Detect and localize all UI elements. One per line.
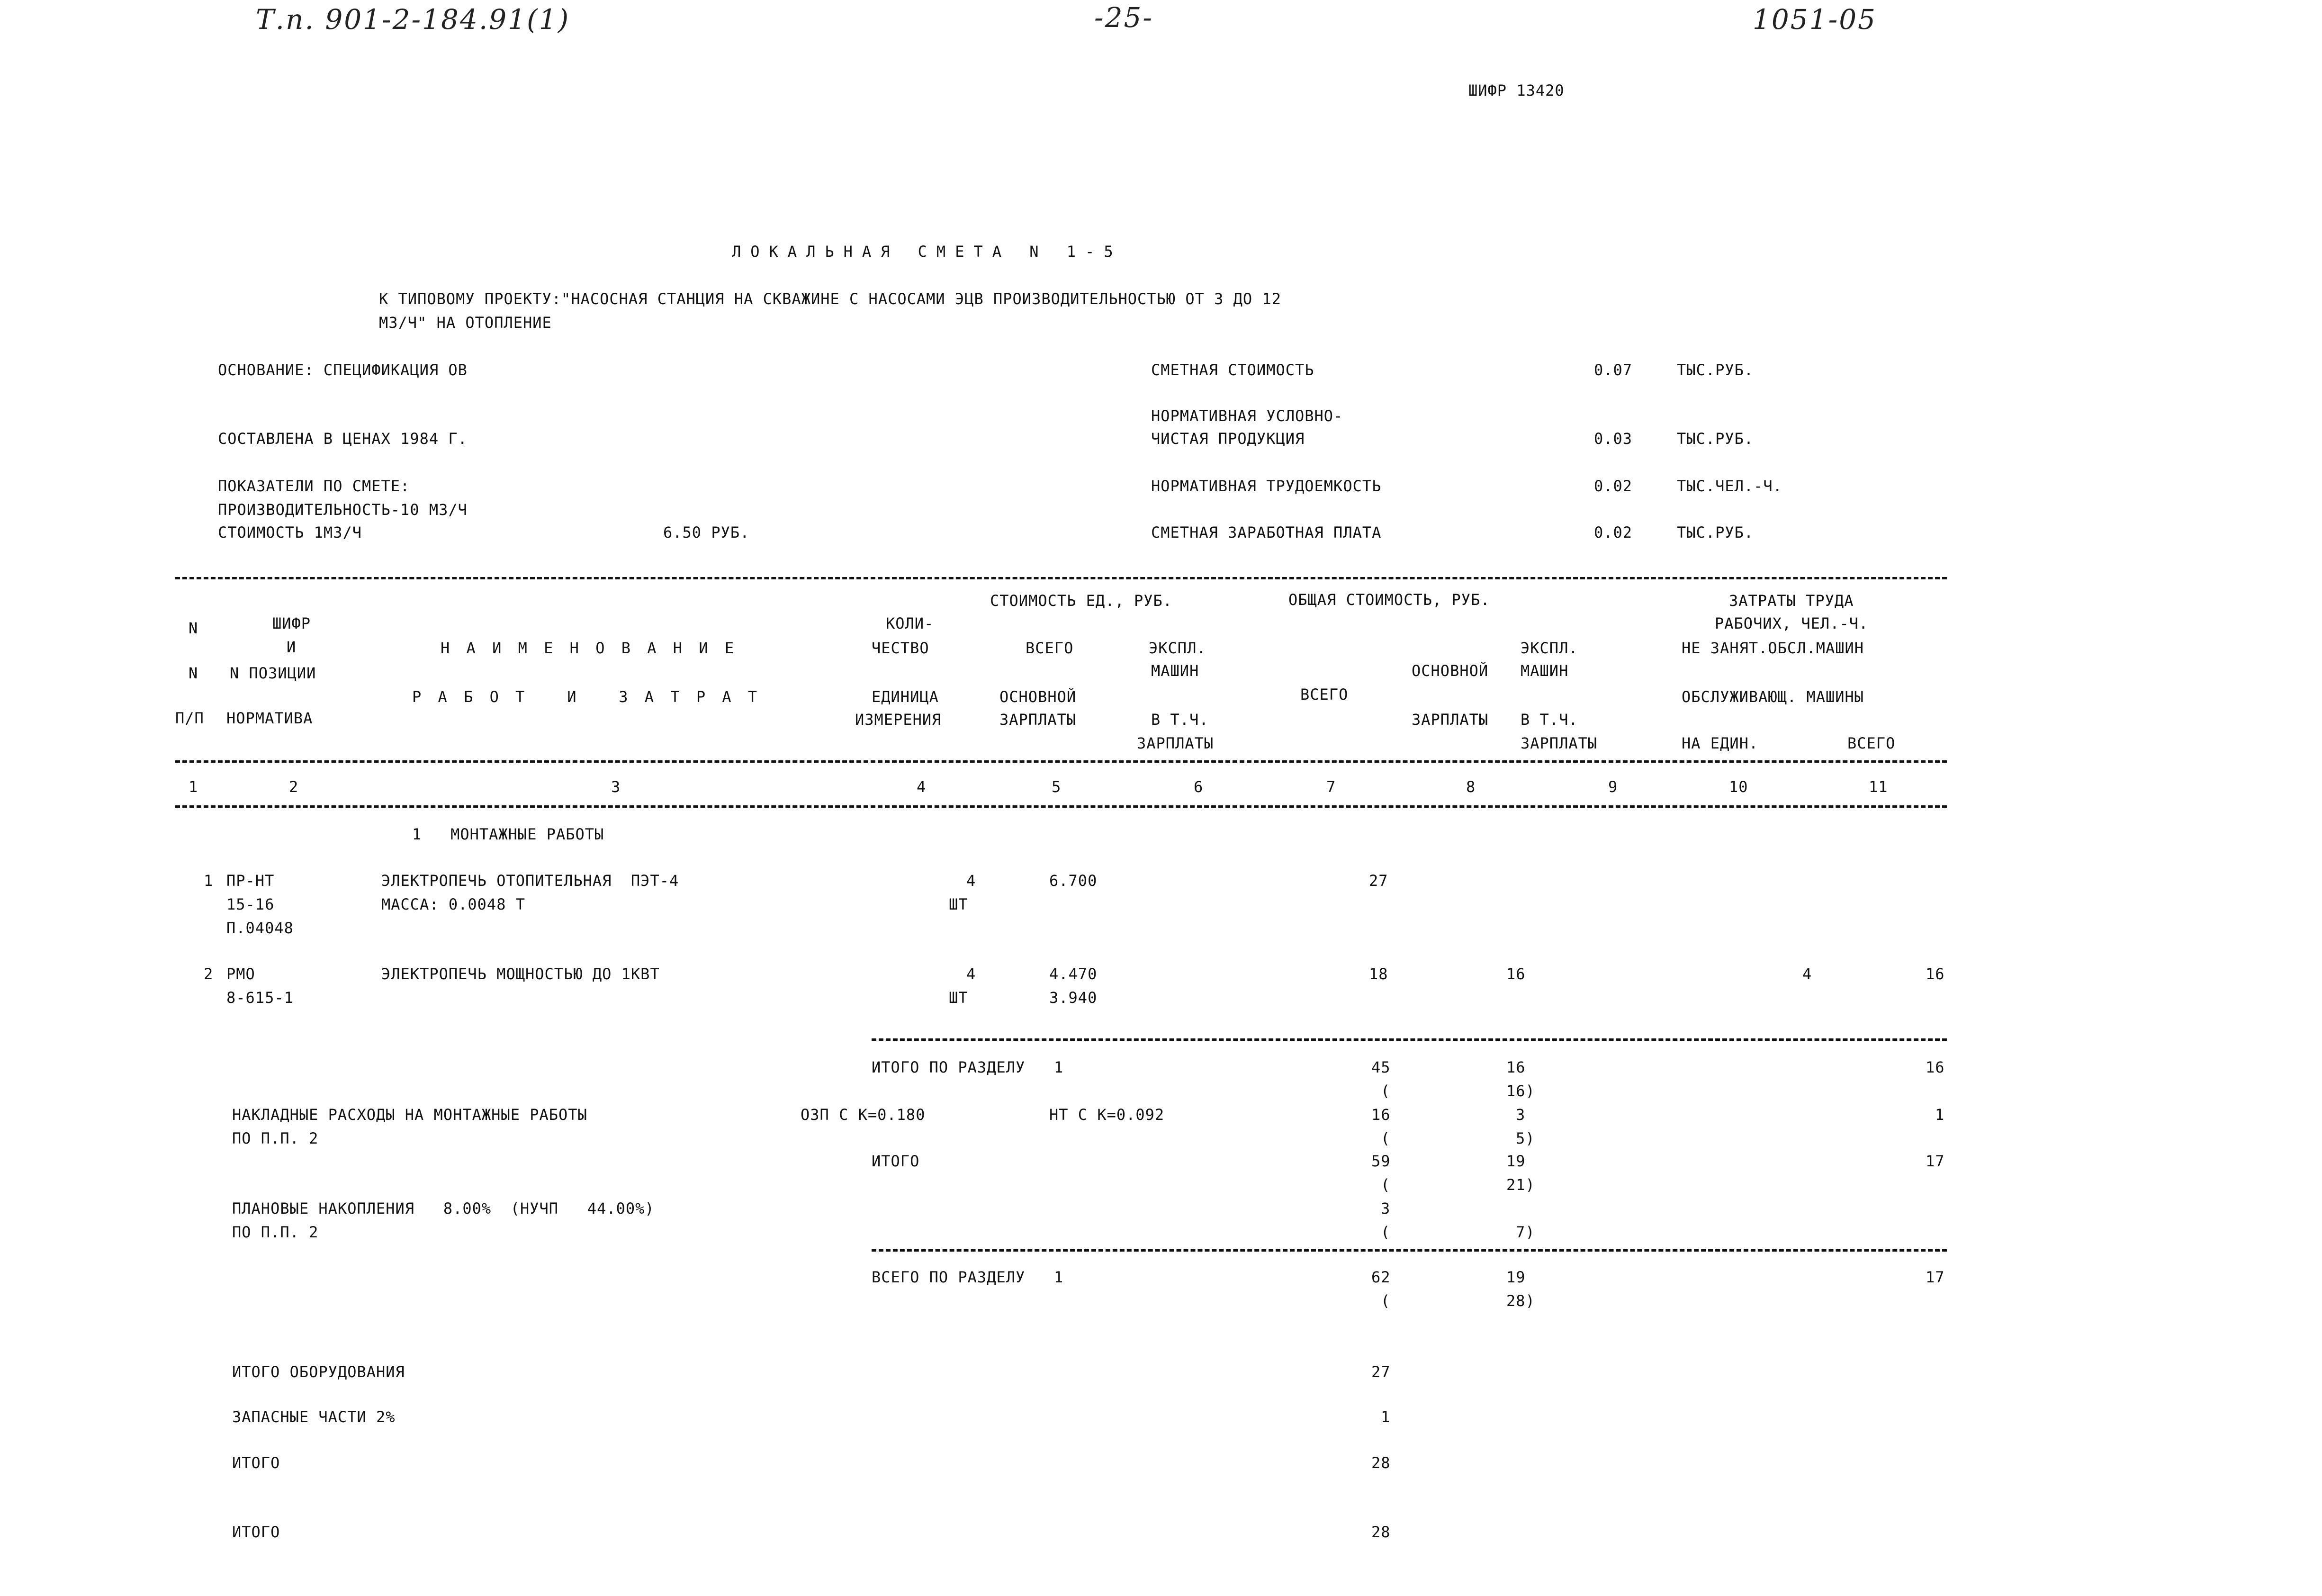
col2-line1: ШИФР	[272, 614, 311, 632]
col5-line2: ОСНОВНОЙ	[999, 688, 1077, 706]
labor-norm-value: 0.02	[1594, 477, 1633, 495]
row-price-total: 6.700	[1049, 872, 1098, 890]
itogo-total: 59	[1371, 1152, 1391, 1170]
row-number: 1	[204, 872, 214, 890]
grand-total-rule	[872, 1249, 1947, 1252]
estimate-cost-value: 0.07	[1594, 361, 1633, 379]
overhead-coef-1: ОЗП С К=0.180	[801, 1106, 926, 1124]
overhead-paren-value: 5)	[1516, 1129, 1535, 1147]
sheet-reference: 1051-05	[1753, 3, 1877, 36]
col5-line1: ВСЕГО	[1026, 639, 1074, 657]
total-cost-group-header: ОБЩАЯ СТОИМОСТЬ, РУБ.	[1288, 591, 1490, 609]
prices-text: СОСТАВЛЕНА В ЦЕНАХ 1984 Г.	[218, 430, 468, 448]
section-total-paren-value: 28)	[1506, 1292, 1535, 1310]
row-labor-unit: 4	[1802, 965, 1812, 983]
table-top-rule	[175, 577, 1947, 579]
row-name-1: ЭЛЕКТРОПЕЧЬ ОТОПИТЕЛЬНАЯ ПЭТ-4	[381, 872, 679, 890]
basis-text: ОСНОВАНИЕ: СПЕЦИФИКАЦИЯ ОВ	[218, 361, 468, 379]
itogo-labor: 17	[1926, 1152, 1945, 1170]
section-total-labor: 17	[1926, 1268, 1945, 1286]
itogo-paren: (	[1381, 1176, 1391, 1194]
overhead-wage: 3	[1516, 1106, 1526, 1124]
col2-line2: И	[287, 638, 297, 656]
col10-header: НА ЕДИН.	[1682, 734, 1759, 752]
overhead-labor: 1	[1935, 1106, 1945, 1124]
subtotal-label: ИТОГО ПО РАЗДЕЛУ 1	[872, 1058, 1064, 1076]
subtotal-rule	[872, 1038, 1947, 1041]
labor-group-line2: РАБОЧИХ, ЧЕЛ.-Ч.	[1715, 614, 1869, 632]
col2-line4: НОРМАТИВА	[226, 709, 313, 727]
col1-line3: П/П	[175, 709, 204, 727]
net-product-label: НОРМАТИВНАЯ УСЛОВНО-	[1151, 407, 1343, 425]
itogo-label-3: ИТОГО	[232, 1523, 280, 1541]
document-reference: Т.п. 901-2-184.91(1)	[256, 3, 570, 36]
labor-sub2: ОБСЛУЖИВАЮЩ. МАШИНЫ	[1682, 688, 1864, 706]
subtotal-labor: 16	[1926, 1058, 1945, 1076]
colnum-6: 6	[1194, 778, 1204, 796]
itogo-wage: 19	[1506, 1152, 1526, 1170]
colnum-4: 4	[917, 778, 927, 796]
wage-fund-value: 0.02	[1594, 523, 1633, 541]
spare-parts-value: 1	[1381, 1408, 1391, 1426]
col6-line3: В Т.Ч.	[1151, 711, 1209, 729]
col4-line3: ЕДИНИЦА	[872, 688, 939, 706]
col1-line1: N	[189, 619, 198, 637]
col9-line3: В Т.Ч.	[1521, 711, 1578, 729]
col1-line2: N	[189, 664, 198, 682]
subtitle-line-1: К ТИПОВОМУ ПРОЕКТУ:"НАСОСНАЯ СТАНЦИЯ НА СКВАЖИНЕ С НАСОСАМИ ЭЦВ ПРОИЗВОДИТЕЛЬНОСТЬЮ ОТ 3 ДО 12	[379, 290, 1281, 308]
productivity-text: ПРОИЗВОДИТЕЛЬНОСТЬ-10 М3/Ч	[218, 501, 468, 519]
itogo-label: ИТОГО	[872, 1152, 920, 1170]
planned-total: 3	[1381, 1199, 1391, 1217]
col9-line4: ЗАРПЛАТЫ	[1521, 734, 1598, 752]
colnum-5: 5	[1052, 778, 1062, 796]
row-code-2: 8-615-1	[226, 989, 294, 1007]
labor-norm-unit: ТЫС.ЧЕЛ.-Ч.	[1677, 477, 1782, 495]
row-total: 18	[1369, 965, 1388, 983]
overhead-label-2: ПО П.П. 2	[232, 1129, 319, 1147]
net-product-unit: ТЫС.РУБ.	[1677, 430, 1754, 448]
row-price-wage: 3.940	[1049, 989, 1098, 1007]
col3-line1: Н А И М Е Н О В А Н И Е	[441, 639, 738, 657]
estimate-cost-label: СМЕТНАЯ СТОИМОСТЬ	[1151, 361, 1314, 379]
col5-line3: ЗАРПЛАТЫ	[999, 711, 1077, 729]
colnum-11: 11	[1869, 778, 1888, 796]
colnum-1: 1	[189, 778, 198, 796]
row-price-total: 4.470	[1049, 965, 1098, 983]
row-qty: 4	[966, 965, 976, 983]
page-number: -25-	[1094, 1, 1153, 34]
subtitle-line-2: М3/Ч" НА ОТОПЛЕНИЕ	[379, 314, 552, 332]
itogo-value-3: 28	[1371, 1523, 1391, 1541]
colnum-2: 2	[289, 778, 299, 796]
equipment-total-value: 27	[1371, 1363, 1391, 1381]
equipment-total-label: ИТОГО ОБОРУДОВАНИЯ	[232, 1363, 405, 1381]
row-name-2: МАССА: 0.0048 Т	[381, 895, 525, 913]
section-title: 1 МОНТАЖНЫЕ РАБОТЫ	[412, 825, 604, 843]
row-code-1: РМО	[226, 965, 255, 983]
col6-line4: ЗАРПЛАТЫ	[1137, 734, 1214, 752]
overhead-coef-2: НТ С К=0.092	[1049, 1106, 1165, 1124]
unit-cost-label: СТОИМОСТЬ 1М3/Ч	[218, 523, 362, 541]
col3-line2: Р А Б О Т И З А Т Р А Т	[412, 688, 761, 706]
colnum-9: 9	[1608, 778, 1618, 796]
col4-line4: ИЗМЕРЕНИЯ	[855, 711, 942, 729]
labor-norm-label: НОРМАТИВНАЯ ТРУДОЕМКОСТЬ	[1151, 477, 1382, 495]
row-code-2: 15-16	[226, 895, 275, 913]
estimate-cost-unit: ТЫС.РУБ.	[1677, 361, 1754, 379]
unit-cost-group-header: СТОИМОСТЬ ЕД., РУБ.	[990, 592, 1173, 610]
col11-header: ВСЕГО	[1847, 734, 1896, 752]
subtotal-wage: 16	[1506, 1058, 1526, 1076]
colnum-10: 10	[1729, 778, 1748, 796]
col4-line2: ЧЕСТВО	[872, 639, 929, 657]
col7-header: ВСЕГО	[1300, 685, 1349, 703]
numbers-bottom-rule	[175, 805, 1947, 808]
cipher: ШИФР 13420	[1468, 81, 1565, 99]
wage-fund-unit: ТЫС.РУБ.	[1677, 523, 1754, 541]
section-total-paren: (	[1381, 1292, 1391, 1310]
colnum-3: 3	[611, 778, 621, 796]
overhead-total: 16	[1371, 1106, 1391, 1124]
section-total-total: 62	[1371, 1268, 1391, 1286]
subtotal-paren: (	[1381, 1082, 1391, 1100]
header-bottom-rule	[175, 760, 1947, 763]
col2-line3: N ПОЗИЦИИ	[230, 664, 316, 682]
row-wage: 16	[1506, 965, 1526, 983]
section-total-label: ВСЕГО ПО РАЗДЕЛУ 1	[872, 1268, 1064, 1286]
col6-line1: ЭКСПЛ.	[1149, 639, 1206, 657]
row-unit: ШТ	[949, 989, 968, 1007]
col9-line2: МАШИН	[1521, 662, 1569, 680]
row-code-3: П.04048	[226, 919, 294, 937]
row-qty: 4	[966, 872, 976, 890]
itogo-label-2: ИТОГО	[232, 1454, 280, 1472]
indicators-text: ПОКАЗАТЕЛИ ПО СМЕТЕ:	[218, 477, 410, 495]
col8-line1: ОСНОВНОЙ	[1412, 662, 1489, 680]
net-product-value: 0.03	[1594, 430, 1633, 448]
itogo-paren-value: 21)	[1506, 1176, 1535, 1194]
row-labor-total: 16	[1926, 965, 1945, 983]
colnum-7: 7	[1326, 778, 1336, 796]
colnum-8: 8	[1466, 778, 1476, 796]
subtotal-total: 45	[1371, 1058, 1391, 1076]
wage-fund-label: СМЕТНАЯ ЗАРАБОТНАЯ ПЛАТА	[1151, 523, 1382, 541]
row-total: 27	[1369, 872, 1388, 890]
document-title: ЛОКАЛЬНАЯ СМЕТА N 1-5	[732, 243, 1123, 261]
itogo-value-2: 28	[1371, 1454, 1391, 1472]
col4-line1: КОЛИ-	[886, 614, 934, 632]
overhead-label: НАКЛАДНЫЕ РАСХОДЫ НА МОНТАЖНЫЕ РАБОТЫ	[232, 1106, 587, 1124]
unit-cost-value: 6.50 РУБ.	[663, 523, 750, 541]
spare-parts-label: ЗАПАСНЫЕ ЧАСТИ 2%	[232, 1408, 396, 1426]
col6-line2: МАШИН	[1151, 662, 1199, 680]
col8-line2: ЗАРПЛАТЫ	[1412, 711, 1489, 729]
overhead-paren: (	[1381, 1129, 1391, 1147]
net-product-label-2: ЧИСТАЯ ПРОДУКЦИЯ	[1151, 430, 1305, 448]
planned-paren: (	[1381, 1223, 1391, 1241]
row-name-1: ЭЛЕКТРОПЕЧЬ МОЩНОСТЬЮ ДО 1КВТ	[381, 965, 660, 983]
row-number: 2	[204, 965, 214, 983]
section-total-wage: 19	[1506, 1268, 1526, 1286]
row-code-1: ПР-НТ	[226, 872, 275, 890]
row-unit: ШТ	[949, 895, 968, 913]
col9-line1: ЭКСПЛ.	[1521, 639, 1578, 657]
labor-sub1: НЕ ЗАНЯТ.ОБСЛ.МАШИН	[1682, 639, 1864, 657]
labor-group-line1: ЗАТРАТЫ ТРУДА	[1729, 592, 1854, 610]
planned-paren-value: 7)	[1516, 1223, 1535, 1241]
planned-label: ПЛАНОВЫЕ НАКОПЛЕНИЯ 8.00% (НУЧП 44.00%)	[232, 1199, 655, 1217]
planned-label-2: ПО П.П. 2	[232, 1223, 319, 1241]
subtotal-paren-value: 16)	[1506, 1082, 1535, 1100]
